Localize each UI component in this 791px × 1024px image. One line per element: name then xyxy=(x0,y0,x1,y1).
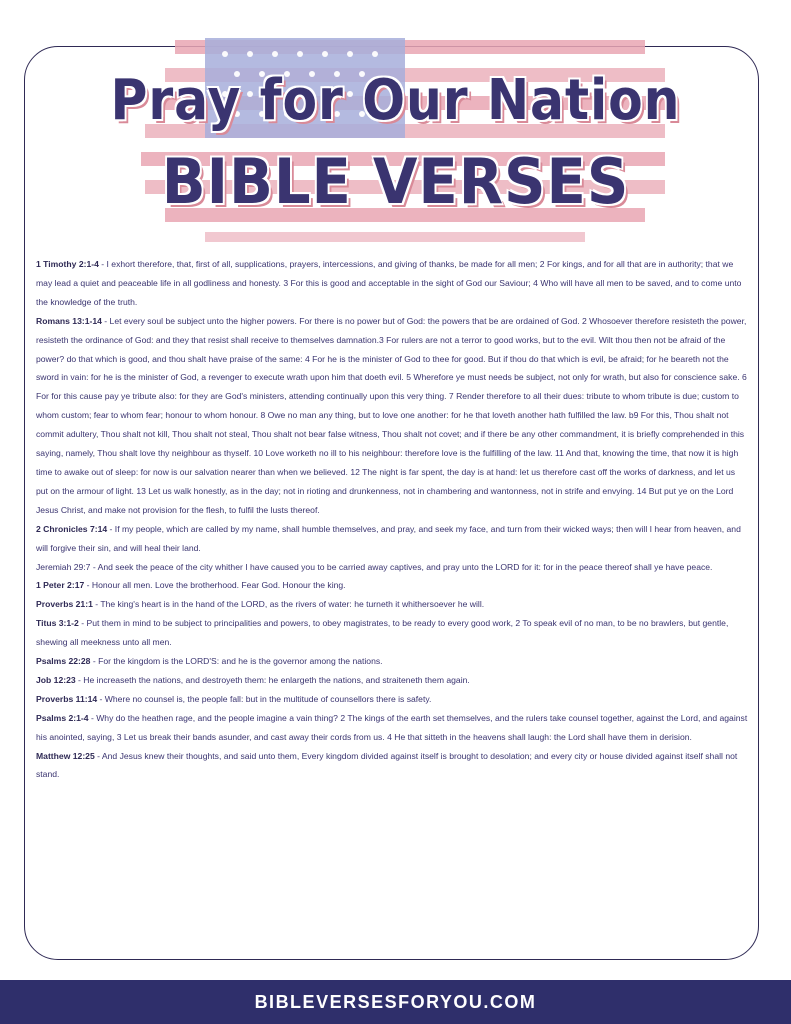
verse-psalms-2 xyxy=(36,709,748,747)
verse-reference: Psalms 2:1-4 xyxy=(36,712,89,723)
verse-text: - Where no counsel is, the people fall: but in the multitude of counsellors there is safety. xyxy=(97,693,432,704)
verse-text: - And Jesus knew their thoughts, and said unto them, Every kingdom divided against itself is brought to desolation; and every city or house divided against itself shall not stand. xyxy=(36,750,738,780)
verse-psalms-22 xyxy=(36,652,748,671)
verse-titus xyxy=(36,614,748,652)
verses-list xyxy=(36,255,748,784)
verse-text: - Let every soul be subject unto the higher powers. For there is no power but of God: the powers that be are ordained of God. 2 Whosoever therefore resisteth the power, resisteth the ordinance of God: and they that resist shall receive to themselves damnation.3 For rulers are not a terror to good works, but to the evil. Wilt thou then not be afraid of the power? do that which is good, and thou shalt have praise of the same: 4 For he is the minister of God to thee for good. But if thou do that which is evil, be afraid; for he beareth not the sword in vain: for he is the minister of God, a revenger to execute wrath upon him that doeth evil. 5 Wherefore ye must needs be subject, not only for wrath, but also for conscience sake. 6 For for this cause pay ye tribute also: for they are God's ministers, attending continually upon this very thing. 7 Render therefore to all their dues: tribute to whom tribute is due; custom to whom custom; fear to whom fear; honour to whom honour. 8 Owe no man any thing, but to love one another: for he that loveth another hath fulfilled the law. b9 For this, Thou shalt not commit adultery, Thou shalt not kill, Thou shalt not steal, Thou shalt not bear false witness, Thou shalt not covet; and if there be any other commandment, it is briefly comprehended in this saying, namely, Thou shalt love thy neighbour as thyself. 10 Love worketh no ill to his neighbour: therefore love is the fulfilling of the law. 11 And that, knowing the time, that now it is high time to awake out of sleep: for now is our salvation nearer than when we believed. 12 The night is far spent, the day is at hand: let us therefore cast off the works of darkness, and let us put on the armour of light. 13 Let us walk honestly, as in the day; not in rioting and drunkenness, not in chambering and wantonness, not in strife and envying. 14 But put ye on the Lord Jesus Christ, and make not provision for the flesh, to fulfil the lusts thereof. xyxy=(36,315,747,515)
verse-reference: 1 Peter 2:17 xyxy=(36,580,85,591)
verse-romans xyxy=(36,312,748,520)
verse-1timothy xyxy=(36,255,748,312)
verse-text: - Honour all men. Love the brotherhood. Fear God. Honour the king. xyxy=(84,580,346,591)
verse-text: - He increaseth the nations, and destroyeth them: he enlargeth the nations, and straiteneth them again. xyxy=(75,674,470,685)
verse-reference: Proverbs 11:14 xyxy=(36,693,98,704)
verse-text: Jeremiah 29:7 - And seek the peace of the city whither I have caused you to be carried away captives, and pray unto the LORD for it: for in the peace thereof shall ye have peace. xyxy=(36,561,713,572)
verse-reference: 1 Timothy 2:1-4 xyxy=(36,259,99,269)
verse-text: - Why do the heathen rage, and the people imagine a vain thing? 2 The kings of the earth set themselves, and the rulers take counsel together, against the Lord, and against his anointed, saying, 3 Let us break their bands asunder, and cast away their cords from us. 4 He that sitteth in the heavens shall laugh: the Lord shall have them in derision. xyxy=(36,712,748,742)
verse-reference: Romans 13:1-14 xyxy=(36,315,102,326)
verse-2chronicles xyxy=(36,520,748,558)
verse-reference: Titus 3:1-2 xyxy=(36,618,79,629)
verse-matthew xyxy=(36,747,748,785)
verse-reference: Psalms 22:28 xyxy=(36,656,91,667)
verse-1peter xyxy=(36,576,748,595)
footer-site-link[interactable]: BIBLEVERSESFORYOU.COM xyxy=(254,991,537,1012)
footer-bar xyxy=(0,980,791,1024)
title-line-2: BIBLE VERSES xyxy=(161,145,630,218)
verse-text: - The king's heart is in the hand of the LORD, as the rivers of water: he turneth it whithersoever he will. xyxy=(92,599,485,610)
verse-text: - Put them in mind to be subject to principalities and powers, to obey magistrates, to be ready to every good work, 2 To speak evil of no man, to be no brawlers, but gentle, shewing all meekness unto all men. xyxy=(36,618,729,648)
verse-reference: 2 Chronicles 7:14 xyxy=(36,523,108,534)
verse-proverbs-11 xyxy=(36,690,748,709)
verse-reference: Proverbs 21:1 xyxy=(36,599,93,610)
verse-text: - If my people, which are called by my name, shall humble themselves, and pray, and seek my face, and turn from their wicked ways; then will I hear from heaven, and will forgive their sin, and will heal their land. xyxy=(36,523,741,553)
verse-reference: Matthew 12:25 xyxy=(36,750,95,761)
verse-job xyxy=(36,671,748,690)
verse-text: - For the kingdom is the LORD'S: and he is the governor among the nations. xyxy=(90,656,383,667)
verse-jeremiah xyxy=(36,558,748,577)
verse-text: - I exhort therefore, that, first of all, supplications, prayers, intercessions, and giving of thanks, be made for all men; 2 For kings, and for all that are in authority; that we may lead a quiet and peaceable life in all godliness and honesty. 3 For this is good and acceptable in the sight of God our Saviour; 4 Who will have all men to be saved, and to come unto the knowledge of the truth. xyxy=(36,259,742,307)
verse-reference: Job 12:23 xyxy=(36,674,76,685)
verse-proverbs-21 xyxy=(36,595,748,614)
title-line-1: Pray for Our Nation xyxy=(110,68,681,133)
